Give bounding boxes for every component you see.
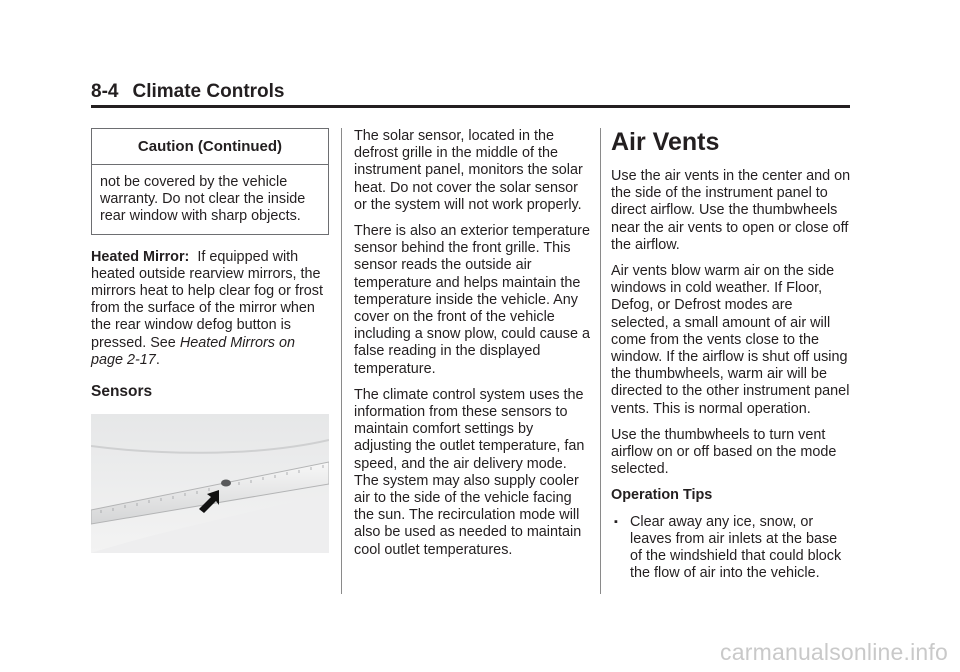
- bullet-text: Clear away any ice, snow, or leaves from air inlets at the base of the windshield that could block the flow of air into the vehicle.: [630, 513, 842, 582]
- operation-tips-heading: Operation Tips: [611, 487, 713, 504]
- caution-heading: Caution (Continued): [92, 129, 328, 165]
- exterior-sensor-paragraph: There is also an exterior temperature sensor behind the front grille. This sensor reads the outside air temperature and helps maintain the temperature inside the vehicle. Any cover on the front of the vehicle including a snow plow, could cause a false reading in the displayed temperature.: [354, 223, 590, 377]
- solar-sensor-paragraph: The solar sensor, located in the defrost grille in the middle of the instrument panel, monitors the solar heat. Do not cover the solar sensor or the system will not work properly.: [354, 128, 583, 213]
- climate-system-paragraph: The climate control system uses the information from these sensors to maintain comfort settings by adjusting the outlet temperature, fan speed, and the air delivery mode. The system may also supply cooler air to the side of the vehicle facing the sun. The recirculation mode will also be used as needed to maintain cool outlet temperatures.: [354, 386, 585, 558]
- caution-box: [91, 128, 329, 235]
- column-1: [91, 128, 329, 558]
- column-2: [354, 128, 590, 568]
- heated-mirror-paragraph: [91, 249, 329, 369]
- air-vents-paragraph-2: Air vents blow warm air on the side windows in cold weather. If Floor, Defog, or Defrost modes are selected, a small amount of air will come from the vents close to the window. If the airflow is shut off using the thumbwheels, warm air will be directed to the other instrument panel vents. This is normal operation.: [611, 263, 850, 417]
- page-heading: [91, 80, 850, 104]
- sensors-heading: Sensors: [91, 383, 153, 401]
- heated-mirror-end: .: [155, 351, 160, 368]
- header-rule: [91, 105, 850, 108]
- column-divider-1: [341, 128, 342, 594]
- watermark: carmanualsonline.info: [720, 639, 948, 665]
- bullet-icon: ▪: [614, 515, 618, 528]
- solar-sensor: [221, 480, 231, 487]
- chapter-title: Climate Controls: [132, 81, 285, 102]
- air-vents-heading: Air Vents: [611, 128, 720, 156]
- air-vents-paragraph-3: Use the thumbwheels to turn vent airflow on or off based on the mode selected.: [611, 426, 837, 478]
- heated-mirror-text: If equipped with heated outside rearview mirrors, the mirrors heat to help clear fog or frost from the surface of the mirror when the rear window defog button is pressed. See: [91, 248, 323, 351]
- column-3: [611, 128, 851, 582]
- page-number: 8-4: [91, 81, 119, 102]
- heated-mirror-reference: Heated Mirrors on page 2-17: [91, 334, 295, 368]
- caution-body: not be covered by the vehicle warranty. Do not clear the inside rear window with sharp objects.: [100, 174, 306, 225]
- air-vents-paragraph-1: Use the air vents in the center and on the side of the instrument panel to direct airflow. Use the thumbwheels near the air vents to open or close off the airflow.: [611, 168, 851, 253]
- heated-mirror-label: Heated Mirror:: [91, 248, 190, 265]
- column-divider-2: [600, 128, 601, 594]
- page-header: [91, 80, 850, 108]
- solar-sensor-illustration: [91, 414, 329, 553]
- list-item: [611, 514, 851, 583]
